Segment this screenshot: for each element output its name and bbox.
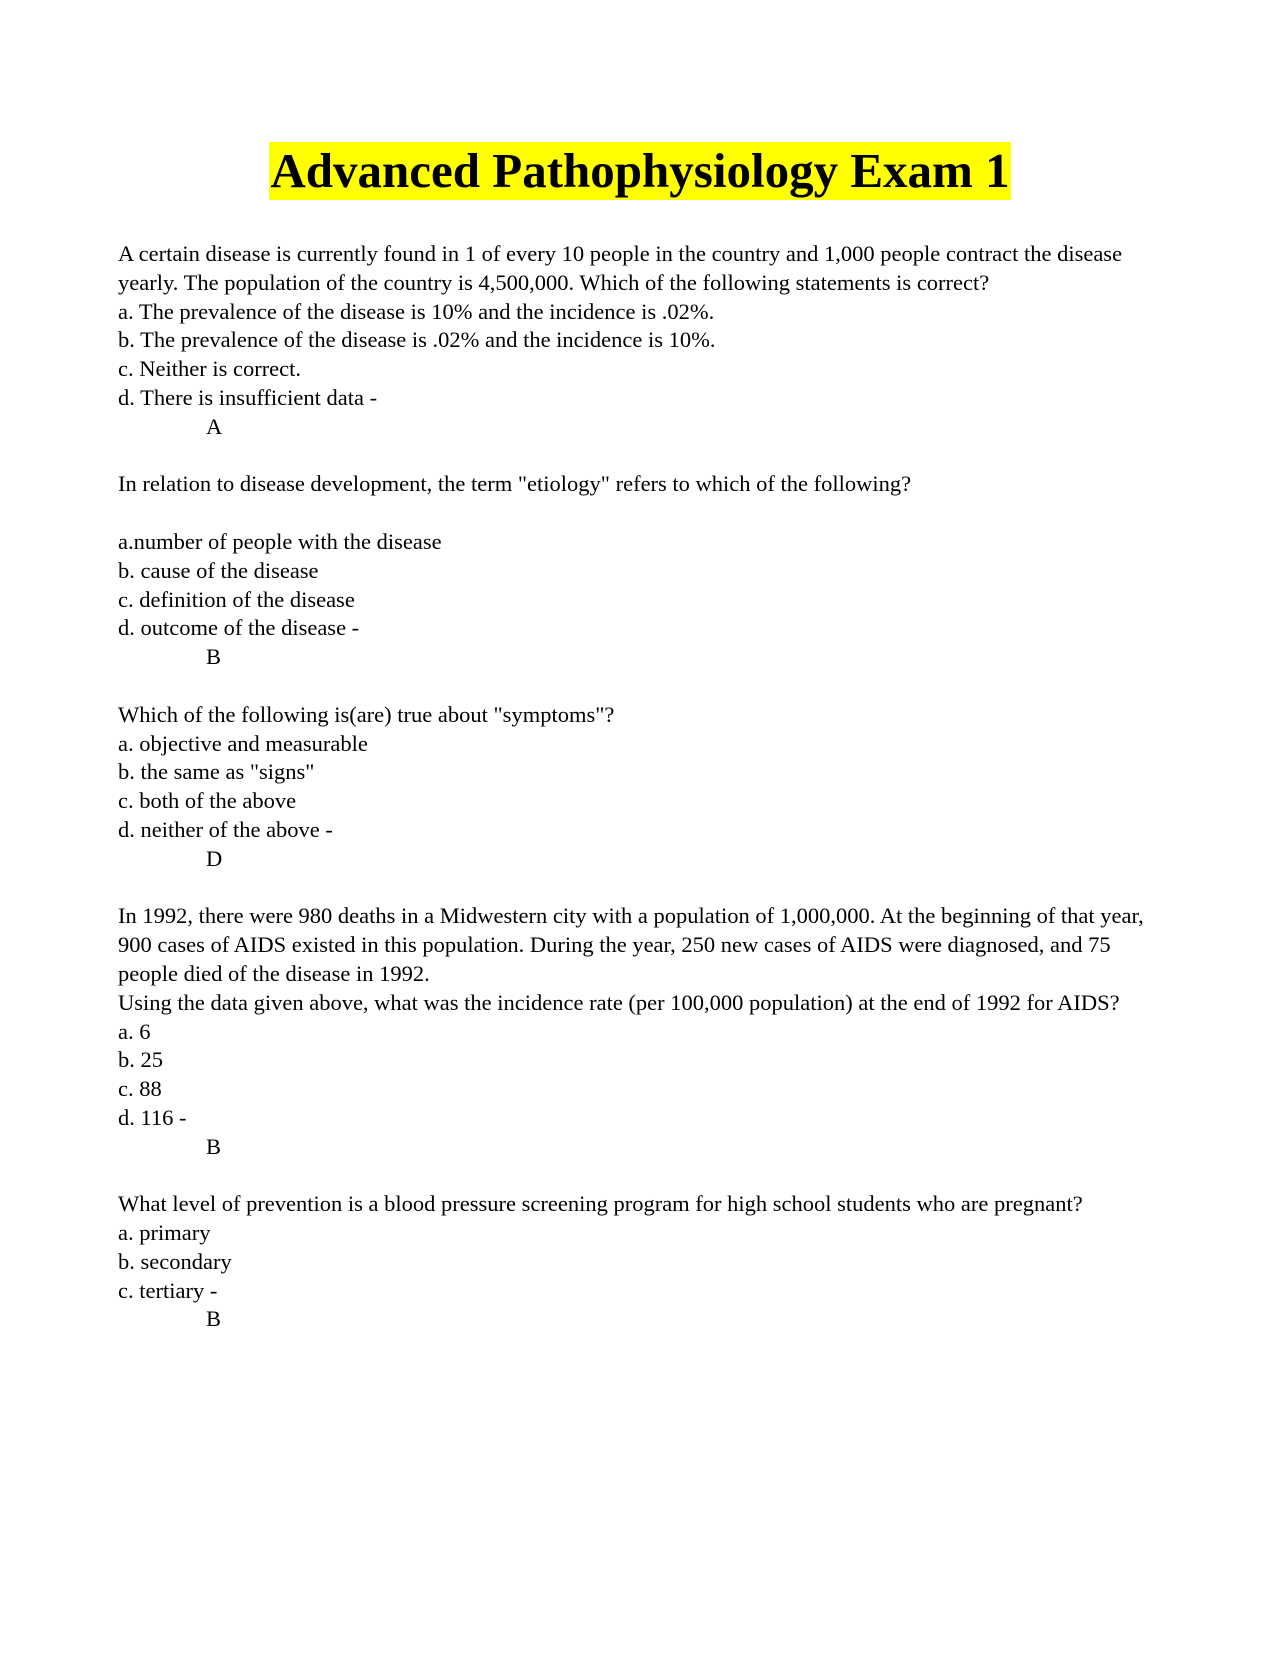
answer-key: A xyxy=(206,413,223,439)
option-d: d. 116 - xyxy=(118,1104,187,1130)
question-prompt: Which of the following is(are) true about "symptoms"? xyxy=(118,701,615,727)
answer-key: D xyxy=(206,845,223,871)
answer-key: B xyxy=(206,644,222,670)
option-a: a. primary xyxy=(118,1220,211,1246)
option-d: d. neither of the above - xyxy=(118,816,333,842)
question-prompt: In relation to disease development, the term "etiology" refers to which of the following? xyxy=(118,471,912,497)
spacer xyxy=(118,1162,1168,1191)
option-b: b. secondary xyxy=(118,1248,232,1274)
question-block xyxy=(118,902,1168,1161)
option-c: c. 88 xyxy=(118,1076,162,1102)
question-prompt-continued: Using the data given above, what was the incidence rate (per 100,000 population) at the end of 1992 for AIDS? xyxy=(118,989,1120,1015)
title-container xyxy=(0,142,1280,200)
option-c: c. tertiary - xyxy=(118,1277,218,1303)
exam-content xyxy=(118,240,1168,1334)
option-c: c. both of the above xyxy=(118,788,297,814)
answer-key: B xyxy=(206,1306,222,1332)
option-c: c. definition of the disease xyxy=(118,586,355,612)
option-b: b. 25 xyxy=(118,1047,163,1073)
option-a: a. objective and measurable xyxy=(118,730,368,756)
option-b: b. the same as "signs" xyxy=(118,759,315,785)
question-block xyxy=(118,470,1168,672)
spacer xyxy=(118,874,1168,903)
question-prompt: In 1992, there were 980 deaths in a Midwestern city with a population of 1,000,000. At the beginning of that year, 900 cases of AIDS existed in this population. During the year, 250 new cases of AIDS were diagnosed, and 75 people died of the disease in 1992. xyxy=(118,903,1144,986)
question-prompt: What level of prevention is a blood pressure screening program for high school students who are pregnant? xyxy=(118,1191,1083,1217)
spacer xyxy=(118,672,1168,701)
option-d: d. outcome of the disease - xyxy=(118,615,360,641)
option-a: a.number of people with the disease xyxy=(118,528,442,554)
option-a: a. The prevalence of the disease is 10% and the incidence is .02%. xyxy=(118,298,715,324)
option-b: b. cause of the disease xyxy=(118,557,319,583)
question-block xyxy=(118,701,1168,874)
spacer xyxy=(118,442,1168,471)
option-a: a. 6 xyxy=(118,1018,151,1044)
option-b: b. The prevalence of the disease is .02% and the incidence is 10%. xyxy=(118,327,716,353)
spacer xyxy=(118,499,1168,528)
answer-key: B xyxy=(206,1133,222,1159)
option-c: c. Neither is correct. xyxy=(118,356,302,382)
page-title: Advanced Pathophysiology Exam 1 xyxy=(270,143,1010,198)
option-d: d. There is insufficient data - xyxy=(118,384,378,410)
question-prompt: A certain disease is currently found in 1 of every 10 people in the country and 1,000 people contract the disease yearly. The population of the country is 4,500,000. Which of the following statements is correct? xyxy=(118,241,1123,295)
question-block xyxy=(118,240,1168,442)
question-block xyxy=(118,1190,1168,1334)
